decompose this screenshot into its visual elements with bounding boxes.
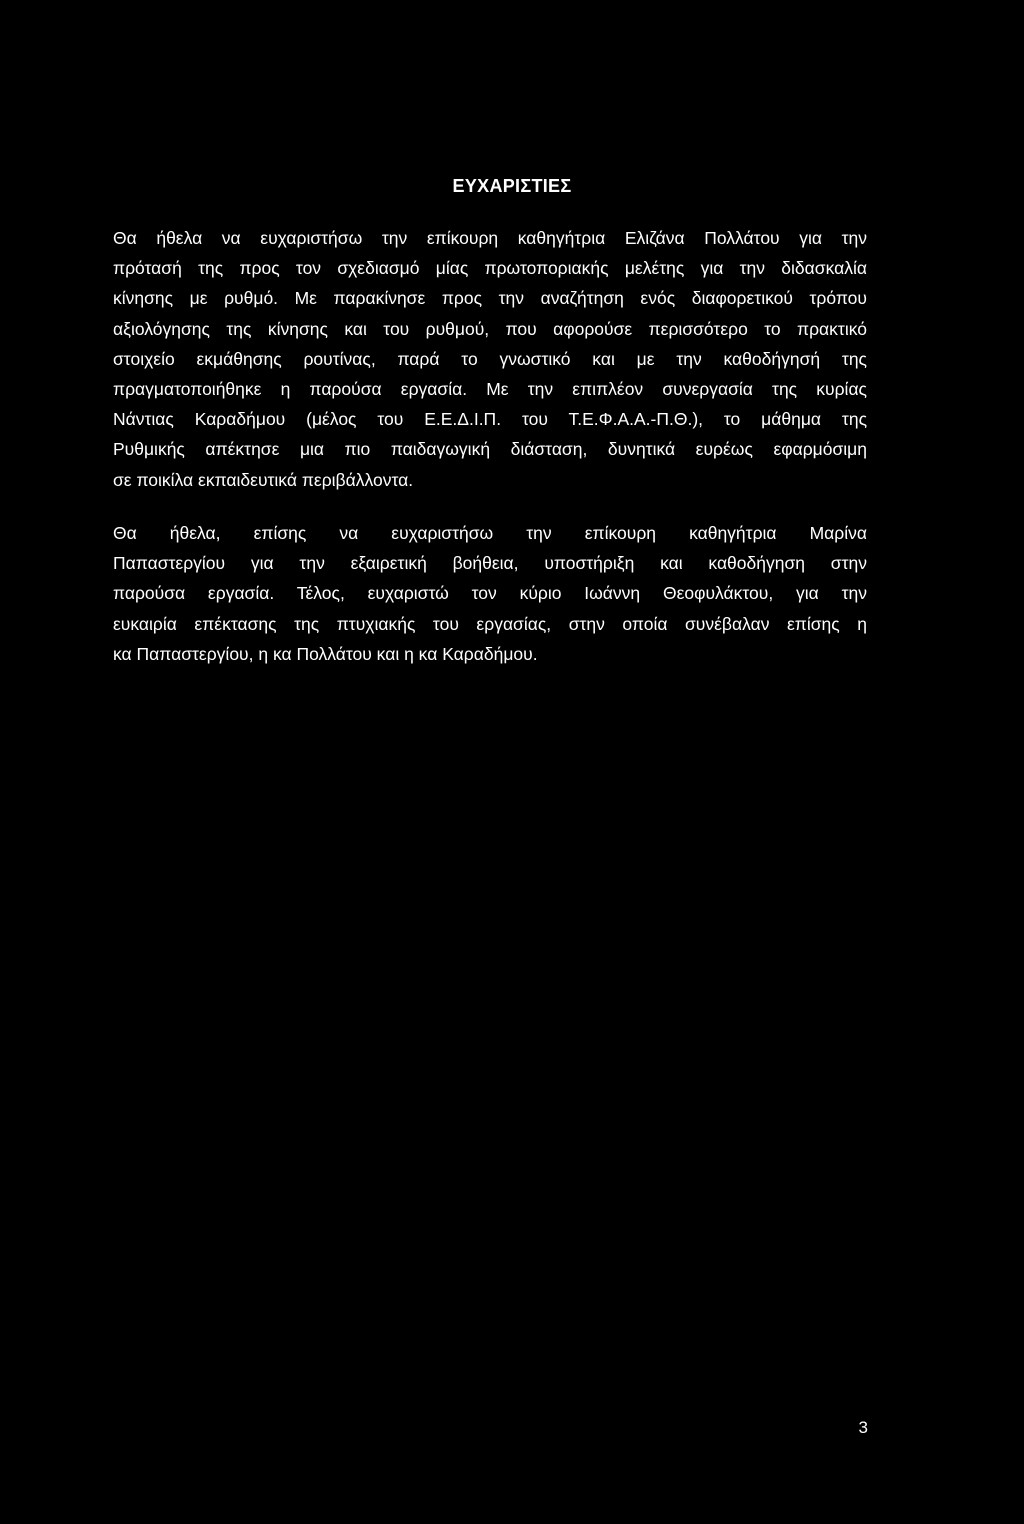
paragraph-line: στοιχείο εκμάθησης ρουτίνας, παρά το γνωστικό και με την καθοδήγησή της bbox=[113, 348, 867, 369]
paragraph-line: Θα ήθελα να ευχαριστήσω την επίκουρη καθηγήτρια Ελιζάνα Πολλάτου για την bbox=[113, 228, 867, 248]
paragraph-line: Παπαστεργίου για την εξαιρετική βοήθεια, υποστήριξη και καθοδήγηση στην bbox=[113, 553, 867, 574]
acknowledgement-paragraph-2 bbox=[113, 518, 867, 669]
paragraph-line: ευκαιρία επέκτασης της πτυχιακής του εργασίας, στην οποία συνέβαλαν επίσης η bbox=[113, 613, 867, 634]
acknowledgement-paragraph-1 bbox=[113, 223, 867, 495]
page-number: 3 bbox=[858, 1418, 868, 1437]
paragraph-line: κα Παπαστεργίου, η κα Πολλάτου και η κα Καραδήμου. bbox=[113, 643, 538, 664]
paragraph-line: Νάντιας Καραδήμου (μέλος του Ε.Ε.Δ.Ι.Π. του Τ.Ε.Φ.Α.Α.-Π.Θ.), το μάθημα της bbox=[113, 409, 867, 430]
paragraph-line: σε ποικίλα εκπαιδευτικά περιβάλλοντα. bbox=[113, 469, 414, 490]
paragraph-line: αξιολόγησης της κίνησης και του ρυθμού, που αφορούσε περισσότερο το πρακτικό bbox=[113, 318, 867, 339]
paragraph-line: παρούσα εργασία. Τέλος, ευχαριστώ τον κύριο Ιωάννη Θεοφυλάκτου, για την bbox=[113, 583, 867, 604]
paragraph-line: πραγματοποιήθηκε η παρούσα εργασία. Με την επιπλέον συνεργασία της κυρίας bbox=[113, 379, 867, 400]
page-title: ΕΥΧΑΡΙΣΤΙΕΣ bbox=[452, 176, 572, 196]
paragraph-line: πρότασή της προς τον σχεδιασμό μίας πρωτοποριακής μελέτης για την διδασκαλία bbox=[113, 258, 867, 279]
paragraph-line: Θα ήθελα, επίσης να ευχαριστήσω την επίκουρη καθηγήτρια Μαρίνα bbox=[113, 523, 867, 543]
paragraph-line: κίνησης με ρυθμό. Με παρακίνησε προς την αναζήτηση ενός διαφορετικού τρόπου bbox=[113, 288, 867, 309]
paragraph-line: Ρυθμικής απέκτησε μια πιο παιδαγωγική διάσταση, δυνητικά ευρέως εφαρμόσιμη bbox=[113, 439, 867, 460]
